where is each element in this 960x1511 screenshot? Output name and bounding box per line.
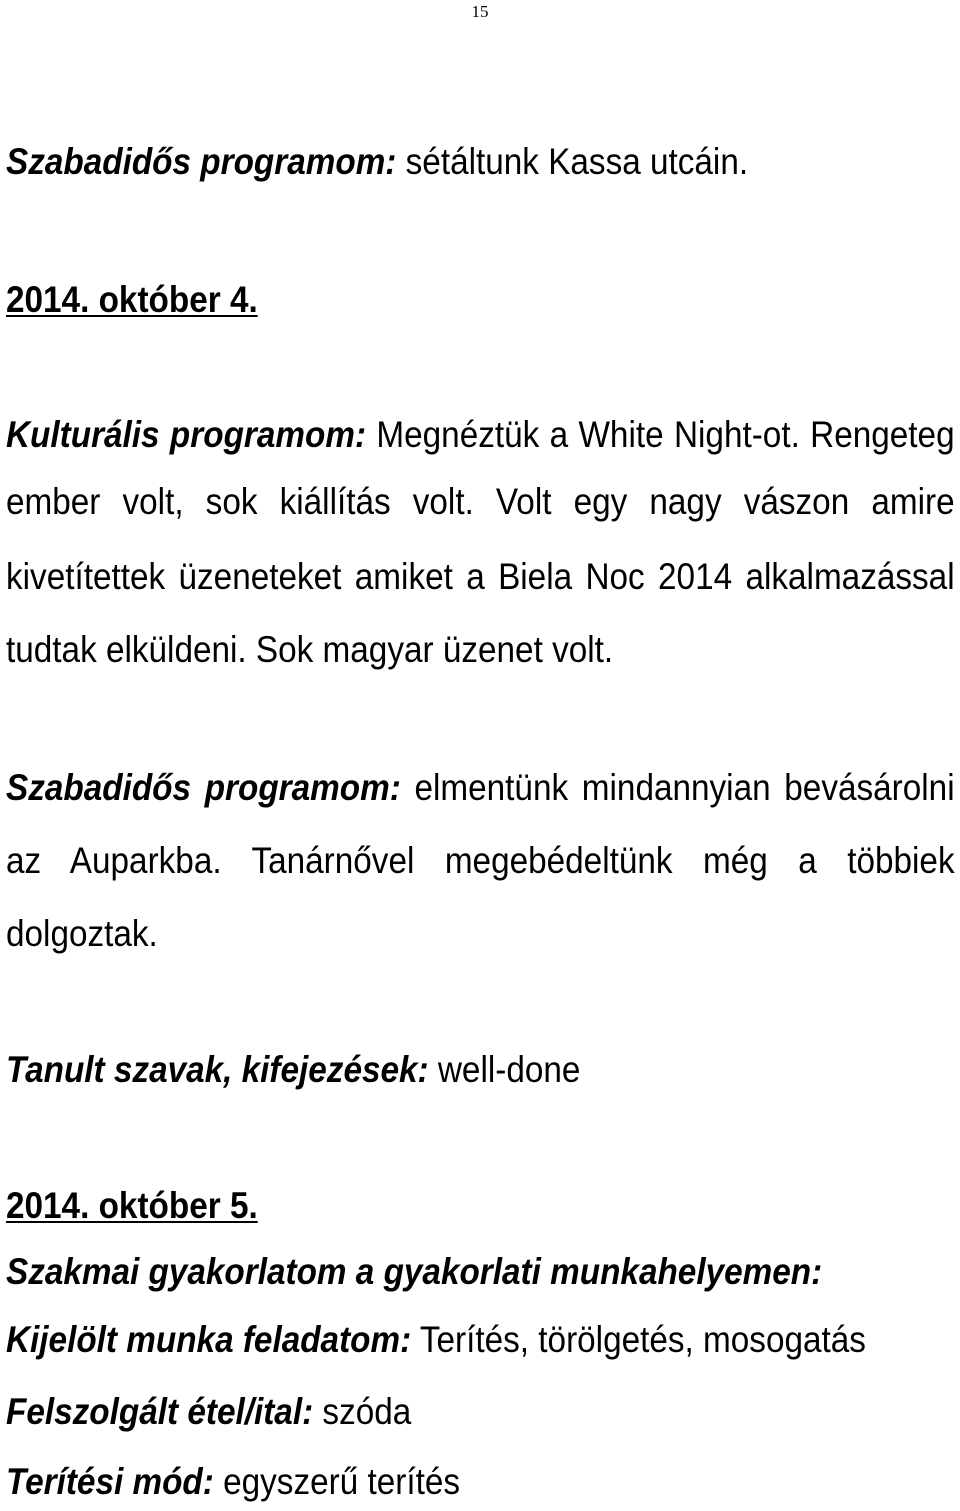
- assigned-task-entry: [6, 1318, 866, 1362]
- cultural-entry-line-2: ember volt, sok kiállítás volt. Volt egy nagy vászon amire: [6, 481, 955, 522]
- table-setting-entry: [6, 1460, 460, 1504]
- assigned-task-label: Kijelölt munka feladatom:: [6, 1319, 412, 1360]
- table-setting-label: Terítési mód:: [6, 1461, 214, 1502]
- free-time-label: Szabadidős programom:: [6, 141, 397, 182]
- free-time-label-2: Szabadidős programom:: [6, 767, 401, 808]
- free-time-entry-1: [6, 140, 748, 184]
- practice-heading: Szakmai gyakorlatom a gyakorlati munkahelyemen:: [6, 1251, 823, 1292]
- cultural-entry-line-1: [6, 413, 955, 457]
- learned-words-label: Tanult szavak, kifejezések:: [6, 1049, 429, 1090]
- cultural-label: Kulturális programom:: [6, 414, 367, 455]
- learned-words-text: well-done: [428, 1049, 581, 1090]
- cultural-entry-line-4: tudtak elküldeni. Sok magyar üzenet volt.: [6, 629, 614, 670]
- learned-words-entry: [6, 1048, 580, 1092]
- assigned-task-text: Terítés, törölgetés, mosogatás: [411, 1319, 866, 1360]
- free-time-entry-2-line-3: dolgoztak.: [6, 913, 158, 954]
- free-time-text: sétáltunk Kassa utcáin.: [396, 141, 749, 182]
- page-number: 15: [471, 2, 489, 21]
- cultural-entry-line-3: kivetítettek üzeneteket amiket a Biela Noc 2014 alkalmazással: [6, 556, 955, 597]
- date-heading-1: 2014. október 4.: [6, 279, 258, 320]
- free-time-entry-2-line-1: [6, 766, 955, 810]
- served-food-entry: [6, 1390, 411, 1434]
- date-heading-2: 2014. október 5.: [6, 1185, 258, 1226]
- free-time-entry-2-line-2: az Auparkba. Tanárnővel megebédeltünk még a többiek: [6, 840, 955, 881]
- free-time-text-2: elmentünk mindannyian bevásárolni: [400, 767, 955, 808]
- served-food-label: Felszolgált étel/ital:: [6, 1391, 314, 1432]
- table-setting-text: egyszerű terítés: [213, 1461, 461, 1502]
- cultural-text-1: Megnéztük a White Night-ot. Rengeteg: [366, 414, 955, 455]
- served-food-text: szóda: [313, 1391, 412, 1432]
